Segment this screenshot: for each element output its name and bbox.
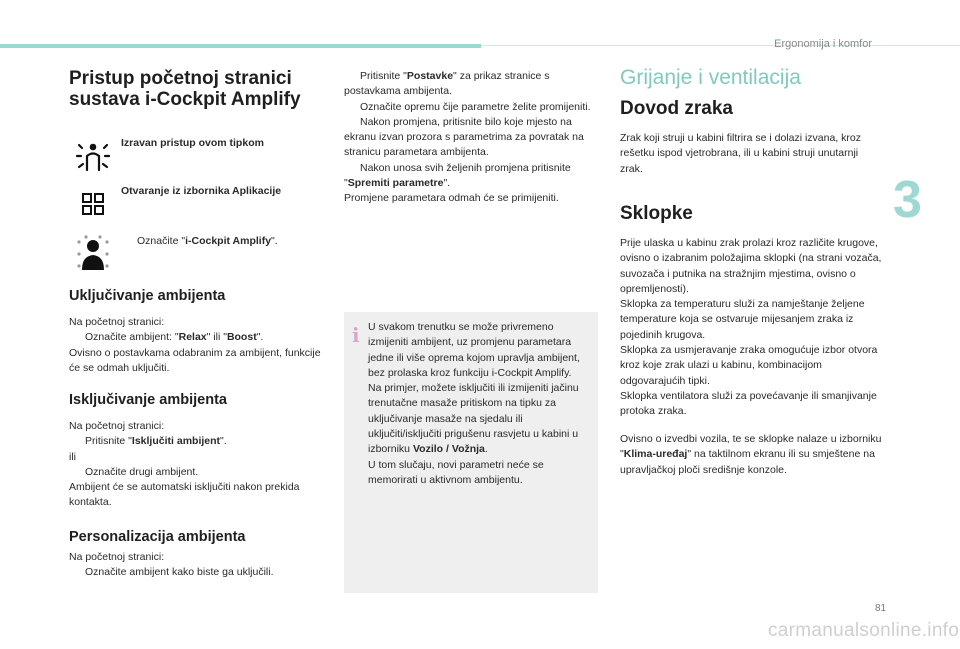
profile-row [71, 232, 278, 276]
access-row [71, 134, 264, 178]
air-intake-text: Zrak koji struji u kabini filtrira se i dolazi izvana, kroz rešetku ispod vjetrobrana, ili u kabini struji unutarnji zrak. [620, 132, 861, 175]
profile-row-text: Označite "i-Cockpit Amplify". [137, 235, 278, 247]
gesture-icon [71, 134, 115, 178]
person-icon [71, 232, 115, 276]
header-accent-bar [0, 44, 481, 48]
heading-ambient-custom: Personalizacija ambijenta [69, 529, 246, 545]
ambient-custom-text: Na početnoj stranici: Označite ambijent kako biste ga uključili. [69, 551, 274, 579]
info-icon: i [352, 323, 360, 347]
ambient-on-text: Na početnoj stranici: Označite ambijent: "Relax" ili "Boost". Ovisno o postavkama odabranim za ambijent, funkcije će se odmah uključiti. [69, 316, 321, 374]
info-box-text: U svakom trenutku se može privremeno izmijeniti ambijent, uz promjenu parametara jedne ili više oprema kojom upravlja ambijent, bez prolaska kroz funkciju i-Cockpit Amplify. Na primjer, možete isključiti ili izmijeniti jačinu trenutačne masaže pritiskom na tipku za uključivanje masaže na sjedalu ili uključiti/isključiti prigušenu rasvjetu u kabini u izborniku Vozilo / Vožnja. U tom slučaju, novi parametri neće se memorirati u aktivnom ambijentu. [368, 321, 580, 486]
page-number: 81 [875, 603, 887, 614]
watermark: carmanualsonline.info [768, 620, 960, 641]
section-title-heating: Grijanje i ventilacija [620, 66, 801, 89]
ambient-off-text: Na početnoj stranici: Pritisnite "Isključiti ambijent". ili Označite drugi ambijent. Ambijent će se automatski isključiti nakon prekida kontakta. [69, 420, 300, 509]
chapter-title: Ergonomija i komfor [774, 38, 872, 50]
chapter-number: 3 [893, 171, 922, 229]
heading-air-intake: Dovod zraka [620, 98, 733, 119]
heading-ambient-off: Isključivanje ambijenta [69, 392, 227, 408]
header-divider [481, 45, 960, 46]
settings-steps: Pritisnite "Postavke" za prikaz stranice s postavkama ambijenta. Označite opremu čije parametre želite promijeniti. Nakon promjena, pritisnite bilo koje mjesto na ekranu izvan prozora s parametrima za povratak na stranicu parametara ambijenta. Nakon unosa svih željenih promjena pritisnite "Spremiti parametre". Promjene parametara odmah će se primijeniti. [344, 70, 591, 205]
switches-text: Prije ulaska u kabinu zrak prolazi kroz različite krugove, ovisno o izabranim položajima sklopki (na strani vozača, suvozača i putnika na stražnjim mjestima, ovisno o opremljenosti). Sklopka za temperaturu služi za namještanje željene temperature koja se ostvaruje mijesanjem zraka iz pojedinih krugova. Sklopka za usmjeravanje zraka omogućuje izbor otvora kroz koje zrak ulazi u kabinu, kombinacijom odgovarajućih tipki. Sklopka ventilatora služi za povećavanje ili smanjivanje protoka zraka. [620, 237, 882, 418]
apps-row [71, 182, 281, 226]
access-row-text: Izravan pristup ovom tipkom [121, 137, 264, 149]
apps-grid-icon [71, 182, 115, 226]
heading-ambient-on: Uključivanje ambijenta [69, 288, 226, 304]
section-title: Pristup početnoj stranici sustava i-Cockpit Amplify [69, 68, 301, 110]
heading-switches: Sklopke [620, 203, 693, 224]
switches-location-text: Ovisno o izvedbi vozila, te se sklopke nalaze u izborniku "Klima-uređaj" na taktilnom ekranu ili su smještene na upravljačkoj ploči središnje konzole. [620, 433, 882, 476]
apps-row-text: Otvaranje iz izbornika Aplikacije [121, 185, 282, 197]
